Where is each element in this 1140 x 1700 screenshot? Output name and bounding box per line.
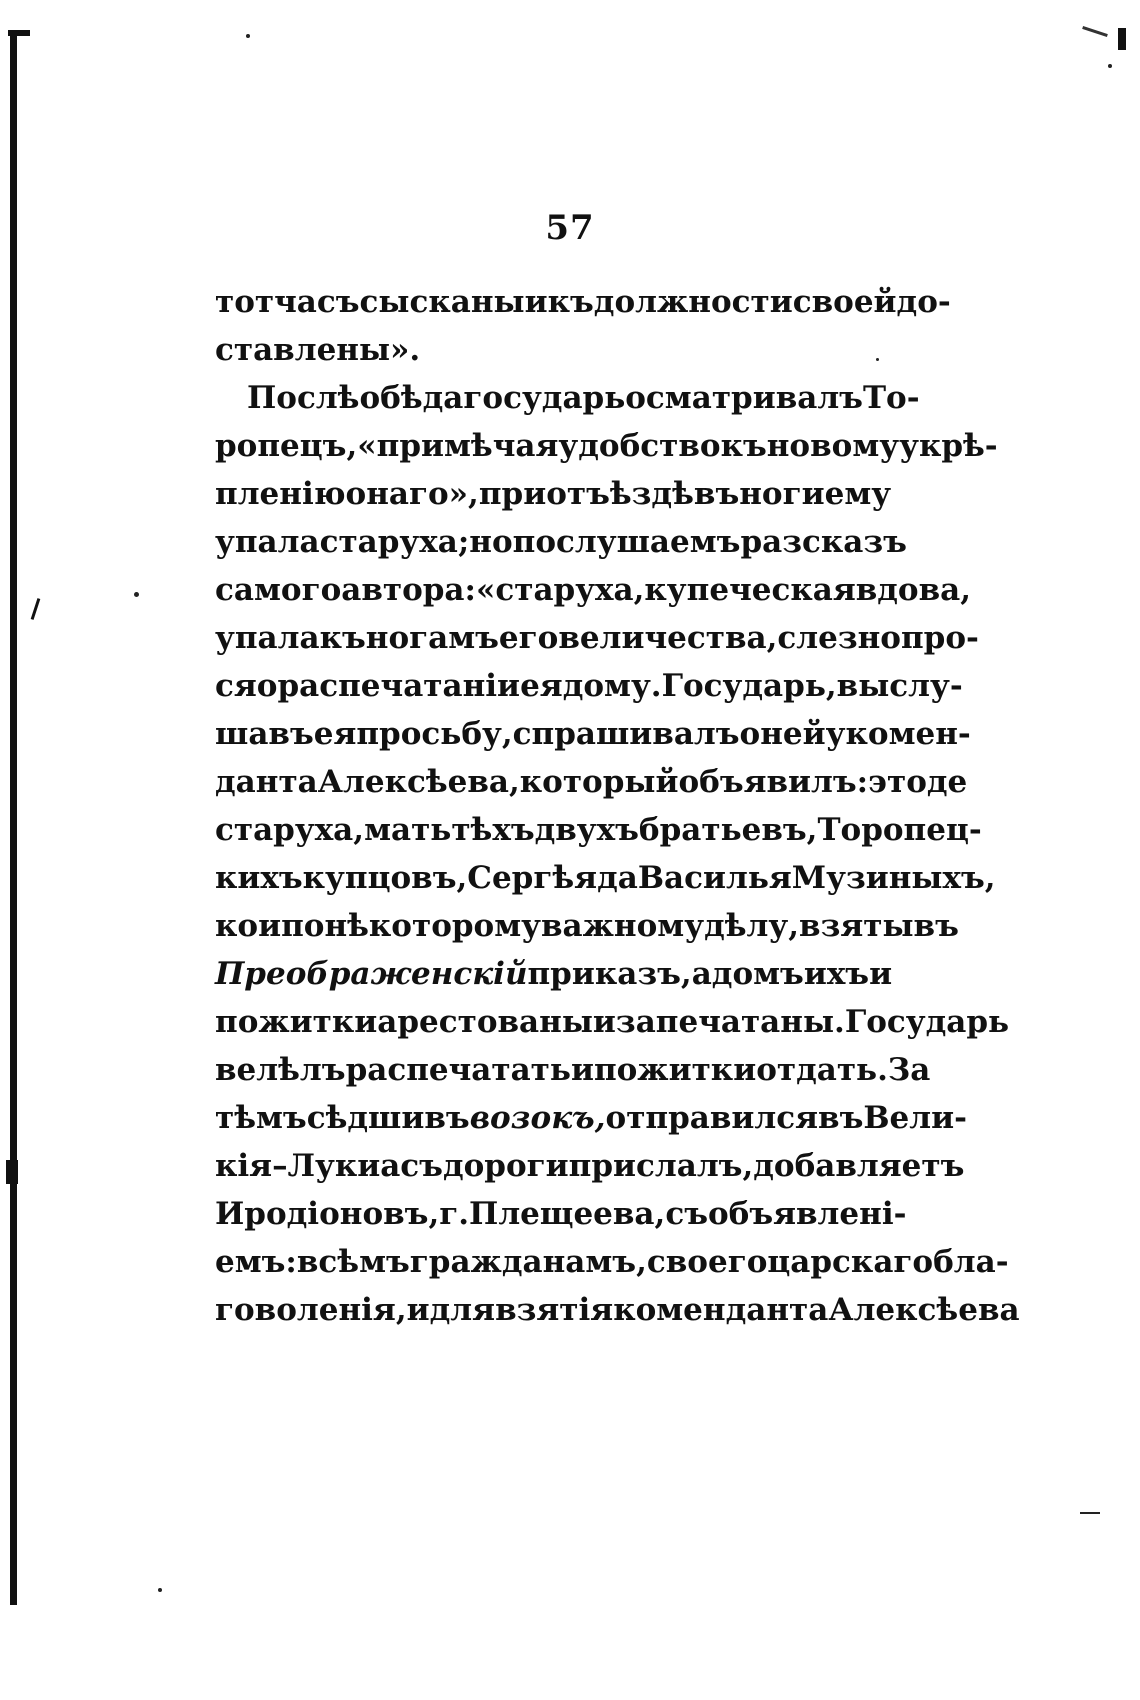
word: по	[281, 908, 325, 944]
word: до-	[896, 284, 951, 320]
word: новому	[766, 428, 900, 464]
page-number: 57	[545, 208, 595, 248]
text-line	[215, 1142, 965, 1190]
word: осматривалъ	[625, 380, 863, 416]
binding-notch-artifact	[6, 1160, 18, 1184]
word: а	[691, 956, 712, 992]
word: ся	[215, 668, 257, 704]
word: Государь	[844, 1004, 1010, 1040]
word: про-	[900, 620, 979, 656]
text-line	[215, 758, 968, 806]
word: пожитки	[593, 1052, 757, 1088]
word: «примѣчая	[357, 428, 559, 464]
word: Торопец-	[817, 812, 982, 848]
word: укрѣ-	[899, 428, 998, 464]
word: :	[464, 572, 476, 608]
text-line	[215, 566, 972, 614]
word: государь	[463, 380, 626, 416]
speck-artifact	[1080, 1512, 1100, 1514]
word: ея	[520, 668, 563, 704]
word: двухъ	[534, 812, 639, 848]
word: упала	[215, 620, 320, 656]
word: въ	[693, 476, 740, 512]
word: спрашивалъ	[512, 716, 740, 752]
word: ноги	[739, 476, 825, 512]
word: и	[592, 1004, 616, 1040]
binding-notch-artifact	[8, 30, 30, 36]
word: Алексѣева	[828, 1292, 1020, 1328]
text-line	[215, 1046, 931, 1094]
text-line	[215, 422, 998, 470]
corner-mark-artifact	[1082, 26, 1108, 37]
word: ногамъ	[365, 620, 499, 656]
text-line	[215, 1190, 907, 1238]
word: пленію	[215, 476, 346, 512]
word: старуха,	[215, 812, 365, 848]
word: дороги	[442, 1148, 569, 1184]
word: кихъ	[215, 860, 303, 896]
word: послушаемъ	[512, 524, 741, 560]
word: данта	[215, 764, 318, 800]
word: отправился	[605, 1100, 819, 1136]
word: это	[868, 764, 927, 800]
word: приказъ,	[527, 956, 692, 992]
text-line	[215, 374, 920, 422]
word: домъ	[711, 956, 804, 992]
text-line	[215, 326, 872, 374]
word: упала	[215, 524, 320, 560]
text-line	[215, 806, 982, 854]
binding-edge-artifact	[10, 30, 17, 1605]
speck-artifact	[158, 1588, 162, 1592]
word: ихъ	[803, 956, 870, 992]
word: вдова,	[855, 572, 972, 608]
corner-mark-artifact	[1118, 28, 1126, 50]
word: гражданамъ,	[409, 1244, 647, 1280]
word: и	[869, 956, 893, 992]
word: но	[469, 524, 513, 560]
text-line	[215, 1094, 968, 1142]
word: удобство	[558, 428, 721, 464]
word: отъѣздѣ	[546, 476, 694, 512]
word: купеческая	[644, 572, 856, 608]
word: самого	[215, 572, 342, 608]
word: де	[926, 764, 968, 800]
word: арестованы	[377, 1004, 593, 1040]
word: слезно	[777, 620, 901, 656]
word: дому.	[562, 668, 662, 704]
word: братьевъ,	[638, 812, 818, 848]
word: просьбу,	[356, 716, 513, 752]
word: тотчасъ	[215, 284, 360, 320]
word: въ	[424, 1100, 470, 1136]
word: ему	[824, 476, 892, 512]
word: Василья	[637, 860, 792, 896]
word: отдать.	[756, 1052, 888, 1088]
word: тѣхъ	[451, 812, 535, 848]
word: кои	[215, 908, 282, 944]
word: къ	[720, 428, 767, 464]
word: распечатать	[345, 1052, 571, 1088]
word: у	[825, 716, 846, 752]
word: и	[406, 1292, 430, 1328]
word: съ	[665, 1196, 708, 1232]
word: «старуха,	[475, 572, 645, 608]
text-line	[215, 710, 971, 758]
word: То-	[862, 380, 920, 416]
word: мать	[364, 812, 452, 848]
word: его	[498, 620, 559, 656]
speck-artifact	[134, 592, 139, 597]
word: ;	[457, 524, 470, 560]
word: автора	[341, 572, 465, 608]
word: который	[519, 764, 679, 800]
word: велѣлъ	[215, 1052, 346, 1088]
text-line	[215, 1238, 1009, 1286]
word: За	[887, 1052, 931, 1088]
word: о	[739, 716, 761, 752]
text-line	[215, 518, 907, 566]
word: обѣда	[359, 380, 464, 416]
text-line	[215, 998, 1010, 1046]
word: бла-	[933, 1244, 1009, 1280]
word: Послѣ	[247, 380, 360, 416]
word: выслу-	[836, 668, 963, 704]
word: купцовъ,	[302, 860, 468, 896]
word: величества,	[558, 620, 778, 656]
word: тѣмъ	[215, 1100, 307, 1136]
word: емъ:	[215, 1244, 297, 1280]
word: объявлені-	[707, 1196, 907, 1232]
word: Плещеева,	[469, 1196, 666, 1232]
text-line	[215, 614, 979, 662]
text-line	[215, 902, 959, 950]
word: въ	[818, 1100, 864, 1136]
word: ней	[760, 716, 826, 752]
word: комен-	[845, 716, 971, 752]
word: возокъ,	[469, 1100, 606, 1136]
word: кія–Луки	[215, 1148, 381, 1184]
word: коменданта	[613, 1292, 829, 1328]
text-line	[215, 1286, 1020, 1334]
word: царскаго	[767, 1244, 934, 1280]
word: взяты	[799, 908, 914, 944]
word: сѣдши	[306, 1100, 425, 1136]
word: дѣлу,	[704, 908, 800, 944]
text-line	[215, 950, 893, 998]
text-line	[215, 662, 963, 710]
word: онаго»,	[345, 476, 479, 512]
text-line	[215, 854, 996, 902]
word: своей	[792, 284, 897, 320]
word: Государь,	[661, 668, 837, 704]
word: шавъ	[215, 716, 314, 752]
word: должности	[593, 284, 793, 320]
word: объявилъ:	[678, 764, 869, 800]
word: своего	[646, 1244, 768, 1280]
word: Вели-	[863, 1100, 968, 1136]
word: о	[256, 668, 278, 704]
word: взятія	[495, 1292, 614, 1328]
speck-artifact	[246, 34, 250, 38]
text-line	[215, 470, 892, 518]
word: а	[380, 1148, 401, 1184]
word: для	[429, 1292, 496, 1328]
word: всѣмъ	[296, 1244, 410, 1280]
word: къ	[319, 620, 366, 656]
word: и	[570, 1052, 594, 1088]
speck-artifact	[1108, 64, 1112, 68]
word: да	[597, 860, 638, 896]
word: Сергѣя	[467, 860, 598, 896]
word: важному	[541, 908, 705, 944]
word: пожитки	[215, 1004, 378, 1040]
word: Преображенскій	[215, 956, 528, 992]
word: ставлены».	[215, 332, 421, 368]
speck-artifact	[876, 358, 879, 361]
word: нѣкоторому	[324, 908, 541, 944]
word: ея	[313, 716, 357, 752]
word: Музиныхъ,	[791, 860, 996, 896]
word: при	[478, 476, 547, 512]
word: и	[524, 284, 548, 320]
word: съ	[400, 1148, 443, 1184]
word: прислалъ,	[568, 1148, 754, 1184]
word: г.	[439, 1196, 470, 1232]
stray-mark-artifact	[31, 598, 41, 620]
word: къ	[547, 284, 594, 320]
text-line	[215, 278, 951, 326]
word: запечатаны.	[615, 1004, 845, 1040]
word: старуха	[319, 524, 458, 560]
word: Алексѣева,	[317, 764, 520, 800]
word: говоленія,	[215, 1292, 407, 1328]
word: въ	[913, 908, 959, 944]
word: разсказъ	[740, 524, 907, 560]
body-text	[215, 278, 1020, 1334]
word: сысканы	[359, 284, 525, 320]
word: Иродіоновъ,	[215, 1196, 440, 1232]
word: добавляетъ	[753, 1148, 965, 1184]
word: ропецъ,	[215, 428, 358, 464]
word: распечатаніи	[277, 668, 521, 704]
